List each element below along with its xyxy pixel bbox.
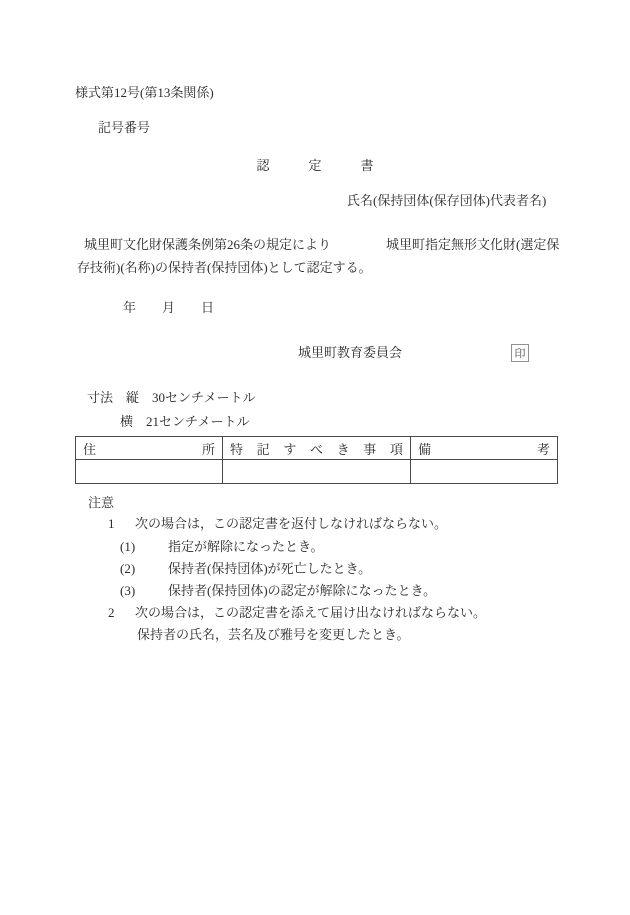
table-cell-remarks xyxy=(410,460,557,483)
header-char: 事 xyxy=(363,441,377,457)
header-char: 住 xyxy=(83,441,97,457)
table-cell-special-notes xyxy=(222,460,410,483)
designation-text: 城里町指定無形文化財(選定保 xyxy=(386,237,560,252)
dimension-height-line: 寸法 縦 30センチメートル xyxy=(87,390,256,405)
table-header-row xyxy=(76,437,557,460)
table-header-address xyxy=(76,437,222,459)
seal-placeholder xyxy=(511,344,529,362)
note-text: 保持者の氏名，芸名及び雅号を変更したとき。 xyxy=(137,627,410,642)
note-number: 2 xyxy=(108,605,115,620)
note-text: 保持者(保持団体)が死亡したとき。 xyxy=(168,561,372,576)
serial-number-label: 記号番号 xyxy=(98,120,151,135)
note-subitem-1-1 xyxy=(120,538,323,555)
header-char: 所 xyxy=(201,441,215,457)
ordinance-clause: 城里町文化財保護条例第26条の規定により xyxy=(84,237,332,252)
header-char: 項 xyxy=(389,441,403,457)
seal-character: 印 xyxy=(514,348,526,360)
notes-heading: 注意 xyxy=(88,495,115,510)
note-number: (1) xyxy=(120,539,136,554)
note-number: (3) xyxy=(120,583,136,598)
note-text: 保持者(保持団体)の認定が解除になったとき。 xyxy=(168,583,437,598)
body-paragraph-line1 xyxy=(84,236,559,253)
body-paragraph-line2: 存技術)(名称)の保持者(保持団体)として認定する。 xyxy=(77,260,372,275)
note-text: 次の場合は，この認定書を添えて届け出なければならない。 xyxy=(135,605,487,620)
note-number: 1 xyxy=(108,516,115,531)
note-subitem-1-3 xyxy=(120,582,436,599)
header-char: 考 xyxy=(536,441,550,457)
note-text: 次の場合は，この認定書を返付しなければならない。 xyxy=(135,516,448,531)
header-char: す xyxy=(283,441,297,457)
header-char: 記 xyxy=(256,441,270,457)
header-char: き xyxy=(336,441,350,457)
note-text: 指定が解除になったとき。 xyxy=(168,539,324,554)
table-empty-row xyxy=(76,460,557,483)
note-item-1 xyxy=(108,515,447,532)
table-cell-address xyxy=(76,460,222,483)
issuer-name: 城里町教育委員会 xyxy=(298,345,403,360)
header-char: 備 xyxy=(418,441,432,457)
header-char: 特 xyxy=(230,441,244,457)
table-header-special-notes xyxy=(222,437,410,459)
document-title: 認 定 書 xyxy=(256,158,374,173)
note-item-2 xyxy=(108,604,486,621)
holder-name-label: 氏名(保持団体(保存団体)代表者名) xyxy=(347,193,547,208)
date-line: 年 月 日 xyxy=(123,300,215,315)
table-header-remarks xyxy=(410,437,557,459)
note-subitem-1-2 xyxy=(120,560,371,577)
details-table xyxy=(75,436,558,484)
dimension-width-line: 横 21センチメートル xyxy=(120,414,250,429)
form-number: 様式第12号(第13条関係) xyxy=(75,85,214,100)
note-item-2-detail xyxy=(137,626,409,643)
note-number: (2) xyxy=(120,561,136,576)
header-char: べ xyxy=(309,441,323,457)
